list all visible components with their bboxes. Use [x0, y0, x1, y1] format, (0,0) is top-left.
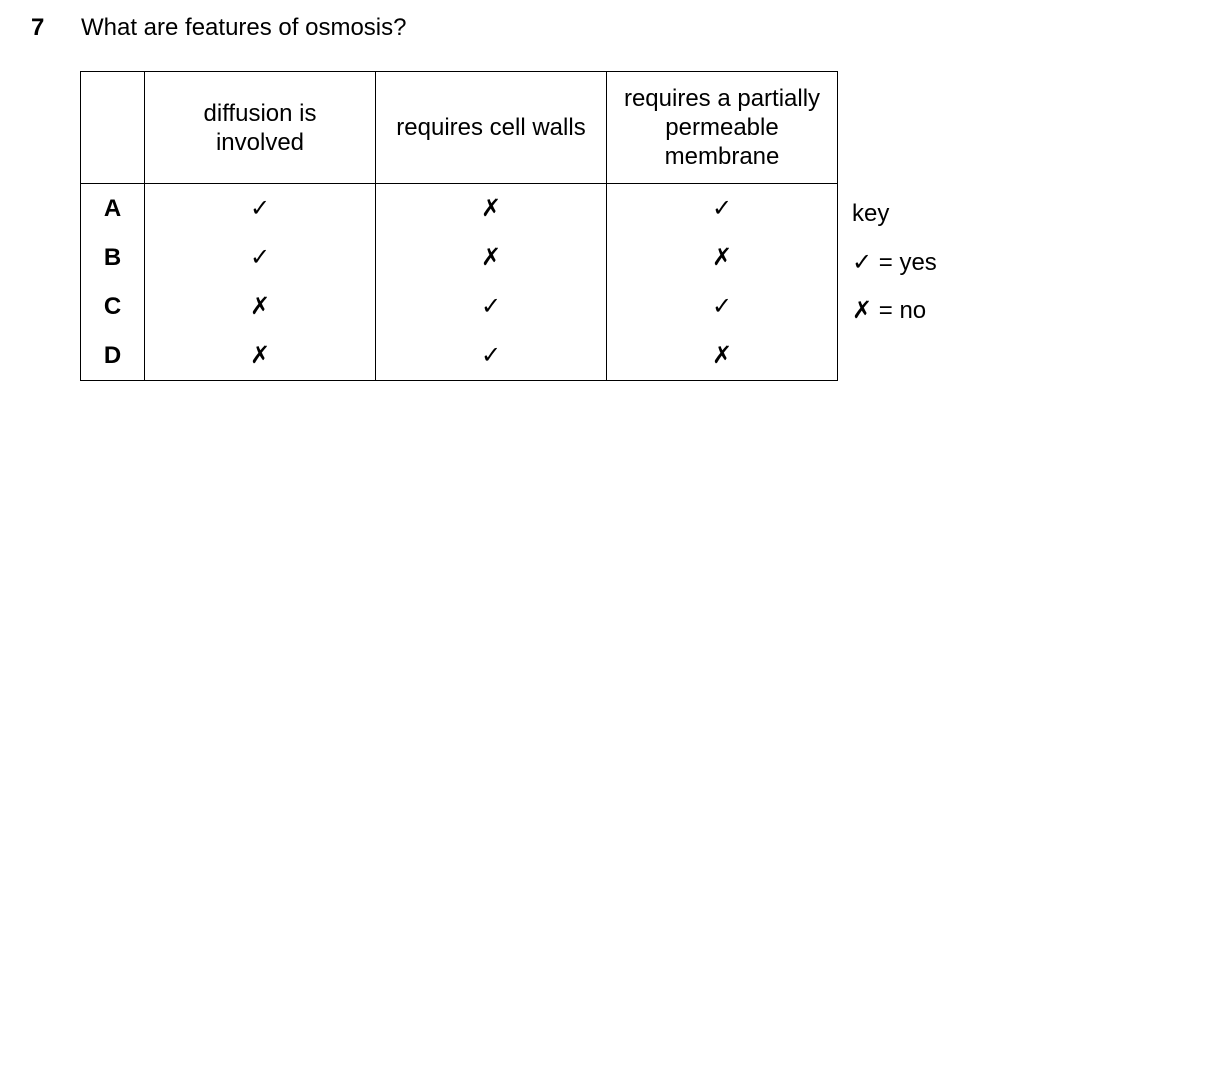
table-row	[81, 282, 838, 331]
mark-icon: ✗	[249, 292, 271, 320]
mark-icon: ✓	[249, 243, 271, 271]
mark-cell	[145, 331, 376, 381]
mark-icon: ✓	[711, 194, 733, 222]
mark-icon: ✓	[480, 341, 502, 369]
option-letter: C	[81, 282, 145, 331]
header-label: diffusion is involved	[203, 99, 317, 156]
table-header-row	[81, 72, 838, 184]
option-letter: B	[81, 233, 145, 282]
mark-cell	[376, 184, 607, 234]
key-no	[852, 295, 937, 343]
mark-icon: ✓	[711, 292, 733, 320]
header-label: requires a partially permeable membrane	[623, 85, 821, 170]
mark-cell	[607, 184, 838, 234]
mark-cell	[145, 233, 376, 282]
question-text: What are features of osmosis?	[81, 14, 407, 41]
cross-icon: ✗	[852, 296, 873, 324]
mark-icon: ✗	[711, 243, 733, 271]
table-row	[81, 331, 838, 381]
mark-cell	[376, 233, 607, 282]
mark-cell	[607, 331, 838, 381]
mark-cell	[145, 282, 376, 331]
table-row	[81, 184, 838, 234]
mark-cell	[145, 184, 376, 234]
mark-icon: ✗	[480, 243, 502, 271]
mark-icon: ✗	[480, 194, 502, 222]
key-yes	[852, 247, 937, 295]
key-title: key	[852, 200, 890, 227]
option-letter: A	[81, 184, 145, 234]
table-row	[81, 233, 838, 282]
mark-cell	[376, 282, 607, 331]
mark-cell	[607, 233, 838, 282]
check-icon: ✓	[852, 248, 873, 276]
key-no-text: = no	[872, 297, 927, 324]
mark-icon: ✗	[249, 341, 271, 369]
header-requires-cell-walls	[376, 72, 607, 184]
header-blank	[81, 72, 145, 184]
key-yes-text: = yes	[872, 249, 937, 276]
header-label: requires cell walls	[396, 114, 586, 141]
options-table	[80, 71, 838, 381]
header-requires-membrane	[607, 72, 838, 184]
mark-icon: ✗	[711, 341, 733, 369]
mark-icon: ✓	[480, 292, 502, 320]
question-number: 7	[31, 14, 45, 41]
mark-icon: ✓	[249, 194, 271, 222]
header-diffusion-involved	[145, 72, 376, 184]
mark-cell	[607, 282, 838, 331]
option-letter: D	[81, 331, 145, 381]
key-legend	[852, 199, 937, 343]
mark-cell	[376, 331, 607, 381]
